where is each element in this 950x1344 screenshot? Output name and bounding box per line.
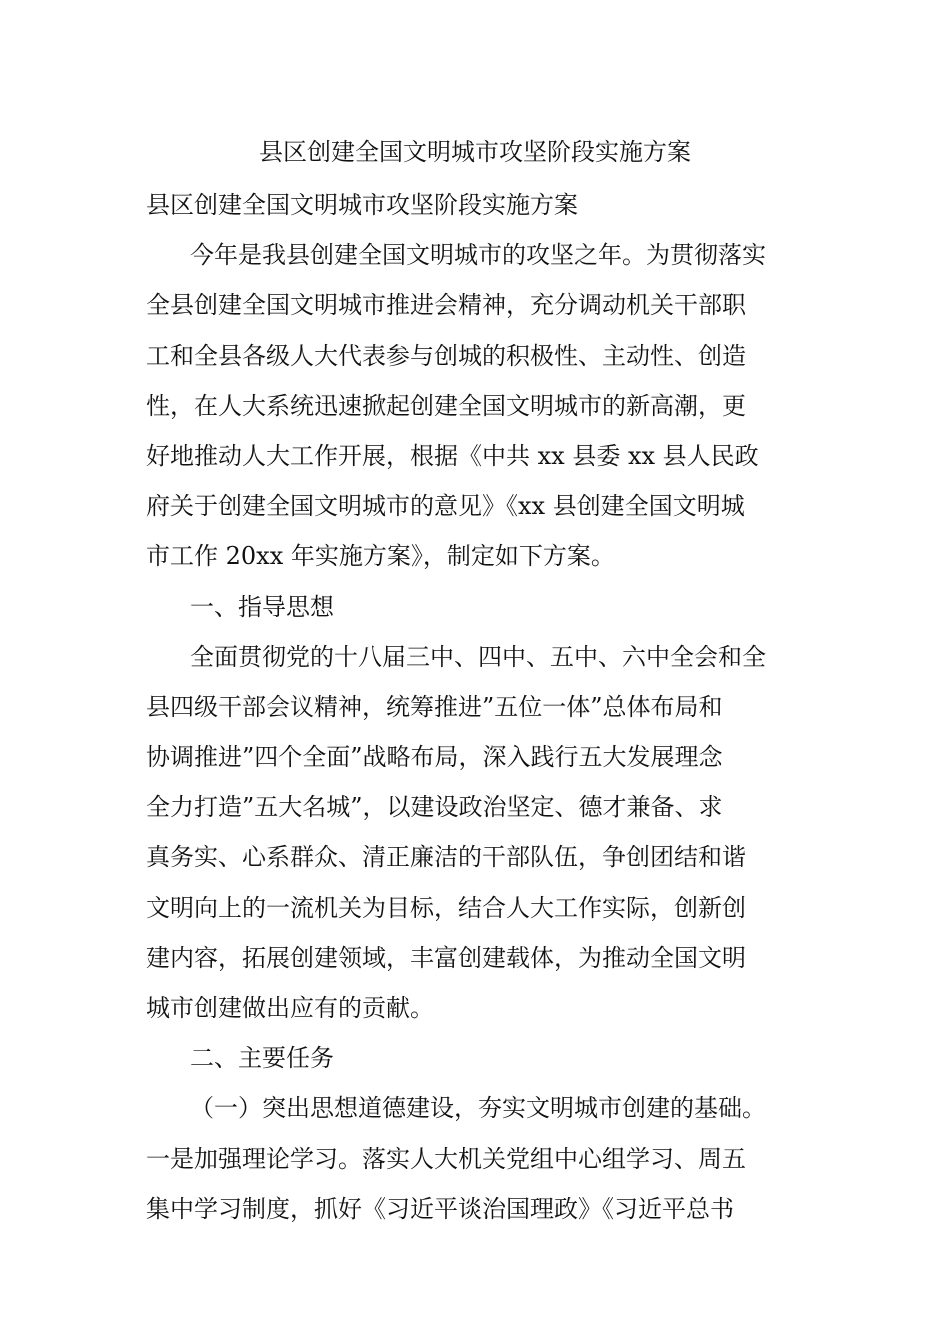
main-tasks-paragraph xyxy=(146,1083,808,1234)
intro-line: 全县创建全国文明城市推进会精神，充分调动机关干部职 xyxy=(146,291,746,320)
guiding-ideology-paragraph xyxy=(146,632,808,1034)
section1-line: 真务实、心系群众、清正廉洁的干部队伍，争创团结和谐 xyxy=(146,843,746,872)
intro-line: 好地推动人大工作开展，根据《中共 xx 县委 xx 县人民政 xyxy=(146,441,759,470)
section1-line: 县四级干部会议精神，统筹推进”五位一体”总体布局和 xyxy=(146,692,723,721)
section1-line: 文明向上的一流机关为目标，结合人大工作实际，创新创 xyxy=(146,893,746,922)
intro-line: 市工作 20xx 年实施方案》，制定如下方案。 xyxy=(146,542,615,571)
intro-line: 府关于创建全国文明城市的意见》《xx 县创建全国文明城 xyxy=(146,492,745,521)
section2-line: 集中学习制度，抓好《习近平谈治国理政》《习近平总书 xyxy=(146,1194,734,1223)
intro-line: 今年是我县创建全国文明城市的攻坚之年。为贯彻落实 xyxy=(190,241,766,270)
section1-line: 协调推进”四个全面”战略布局，深入践行五大发展理念 xyxy=(146,743,723,772)
intro-line: 工和全县各级人大代表参与创城的积极性、主动性、创造 xyxy=(146,341,746,370)
section2-line: 一是加强理论学习。落实人大机关党组中心组学习、周五 xyxy=(146,1144,746,1173)
section-heading-main-tasks: 二、主要任务 xyxy=(190,1044,334,1073)
intro-paragraph xyxy=(146,230,808,581)
section2-line: （一）突出思想道德建设，夯实文明城市创建的基础。 xyxy=(190,1094,766,1123)
intro-line: 性，在人大系统迅速掀起创建全国文明城市的新高潮，更 xyxy=(146,391,746,420)
section1-line: 全力打造”五大名城”，以建设政治坚定、德才兼备、求 xyxy=(146,793,723,822)
section-heading-guiding-ideology: 一、指导思想 xyxy=(190,592,334,621)
document-body xyxy=(146,180,808,1234)
section1-line: 建内容，拓展创建领域，丰富创建载体，为推动全国文明 xyxy=(146,943,746,972)
section1-line: 城市创建做出应有的贡献。 xyxy=(146,994,434,1023)
section1-line: 全面贯彻党的十八届三中、四中、五中、六中全会和全 xyxy=(190,642,766,671)
document-title: 县区创建全国文明城市攻坚阶段实施方案 xyxy=(259,138,691,166)
document-subtitle: 县区创建全国文明城市攻坚阶段实施方案 xyxy=(146,191,578,219)
